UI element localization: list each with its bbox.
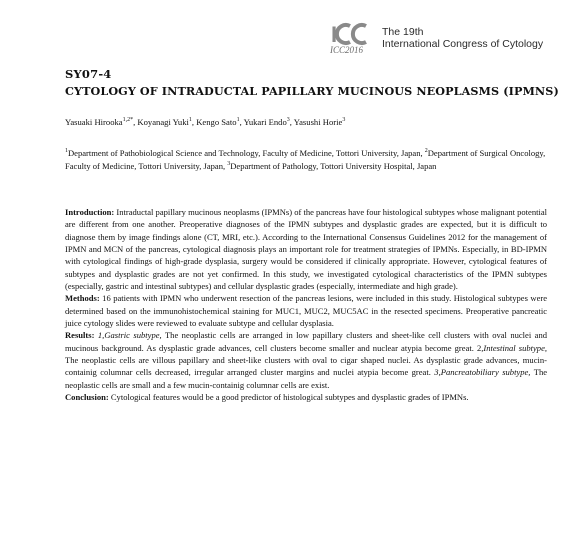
congress-name bbox=[382, 26, 543, 51]
author-separator: , bbox=[133, 117, 136, 127]
methods-section bbox=[65, 292, 547, 329]
svg-text:I: I bbox=[331, 22, 338, 47]
conclusion-label: Conclusion: bbox=[65, 392, 109, 403]
congress-logo bbox=[330, 20, 580, 60]
affiliation-mark: 1 bbox=[65, 148, 68, 155]
affiliation-mark: 3 bbox=[227, 160, 231, 167]
affiliation-mark: 2 bbox=[424, 148, 428, 155]
author-list bbox=[65, 117, 345, 127]
author-affiliation-mark: 1 bbox=[236, 117, 240, 124]
result-3-text: The neoplastic cells are small and a few mucin-containig columnar cells are exist. bbox=[65, 367, 548, 390]
author-separator: , bbox=[289, 117, 292, 127]
introduction-section bbox=[65, 206, 547, 292]
author-name: Kengo Sato bbox=[196, 117, 237, 127]
affiliations bbox=[65, 147, 547, 172]
author-name: Yasuaki Hirooka bbox=[65, 117, 123, 127]
methods-text: 16 patients with IPMN who underwent resection of the pancreas lesions, were included in this study. Histological subtypes were determined based on the immunohistochemical staining for MUC1, MUC2, MUC5AC in the resected specimens. Preoperative pancreatic juice cytology slides were reviewed to evaluate subtype and cellular dysplasia. bbox=[65, 293, 547, 329]
author-name: Yasushi Horie bbox=[293, 117, 343, 127]
session-code: SY07-4 bbox=[65, 67, 112, 81]
introduction-text: Intraductal papillary mucinous neoplasms (IPMNs) of the pancreas have four histological subtypes whose malignant potential are different from one another. Preoperative diagnoses of the IPMN subtypes and dysplastic grades are expected, but it is difficult to diagnose them by image findings alone (CT, MRI, etc.). According to the International Consensus Guidelines 2012 for the management of IPMN and MCN of the pancreas, cytological diagnosis plays an important role for treatment strategies of IPMNs. Especially, in BD-IPMN with cytological findings of high-grade dysplasia, surgery would be considered if clinically appropriate. However, cytological features of subtypes and dysplastic grades are not yet confirmed. In this study, we investigated cytological characteristics of the IPMN subtypes (especially, gastric and intestinal subtypes) and cellular dysplastic grades (especially, intermediate and high grade). bbox=[65, 207, 548, 292]
abstract-body bbox=[65, 206, 547, 404]
author-affiliation-mark: 1,2* bbox=[122, 117, 134, 124]
congress-title: International Congress of Cytology bbox=[382, 38, 544, 50]
introduction-label: Introduction: bbox=[65, 207, 115, 217]
author-affiliation-mark: 1 bbox=[188, 117, 192, 124]
result-2-text: The neoplastic cells are villous papillary and sheet-like clusters with oval to cigar shaped nuclei. As dysplastic grade advances, mucin-containig columnar cells decreased, irregular arranged cluster margins and nuclei atypia become great. bbox=[65, 355, 547, 378]
author-name: Yukari Endo bbox=[243, 117, 287, 127]
affiliation-3: Department of Pathology, Tottori University Hospital, Japan bbox=[230, 160, 437, 171]
author-affiliation-mark: 3 bbox=[342, 117, 346, 124]
affiliation-1: Department of Pathobiological Science and Technology, Faculty of Medicine, Tottori University, Japan, bbox=[68, 148, 423, 158]
result-1-text: The neoplastic cells are arranged in low papillary clusters and sheet-like cell clusters with oval nuclei and mucinous background. As dysplastic grade advances, cell clusters become smaller and nuclear atypia become great. bbox=[65, 330, 548, 353]
result-1-number: 1, bbox=[97, 330, 105, 341]
result-3-subtype: Pancreatobiliary subtype, bbox=[440, 367, 531, 378]
result-1-subtype: Gastric subtype, bbox=[104, 330, 162, 341]
paper-title: CYTOLOGY OF INTRADUCTAL PAPILLARY MUCINOUS NEOPLASMS (IPMNS) bbox=[65, 84, 559, 98]
result-2-subtype: Intestinal subtype, bbox=[483, 342, 548, 353]
methods-label: Methods: bbox=[65, 293, 100, 304]
congress-edition: The 19th bbox=[382, 26, 424, 38]
conclusion-text: Cytological features would be a good predictor of histological subtypes and dysplastic grades of IPMNs. bbox=[110, 392, 469, 403]
logo-icc-sub: ICC2016 bbox=[330, 45, 364, 55]
author-name: Koyanagi Yuki bbox=[137, 117, 189, 127]
results-label: Results: bbox=[65, 330, 95, 341]
affiliation-2: Department of Surgical Oncology, Faculty of Medicine, Tottori University, Japan, bbox=[65, 148, 546, 171]
conclusion-section bbox=[65, 391, 547, 403]
result-3-number: 3, bbox=[434, 367, 441, 378]
result-2-number: 2, bbox=[476, 342, 484, 353]
author-affiliation-mark: 3 bbox=[286, 117, 290, 124]
results-section bbox=[65, 329, 547, 391]
author-separator: , bbox=[239, 117, 242, 127]
author-separator: , bbox=[191, 117, 195, 127]
